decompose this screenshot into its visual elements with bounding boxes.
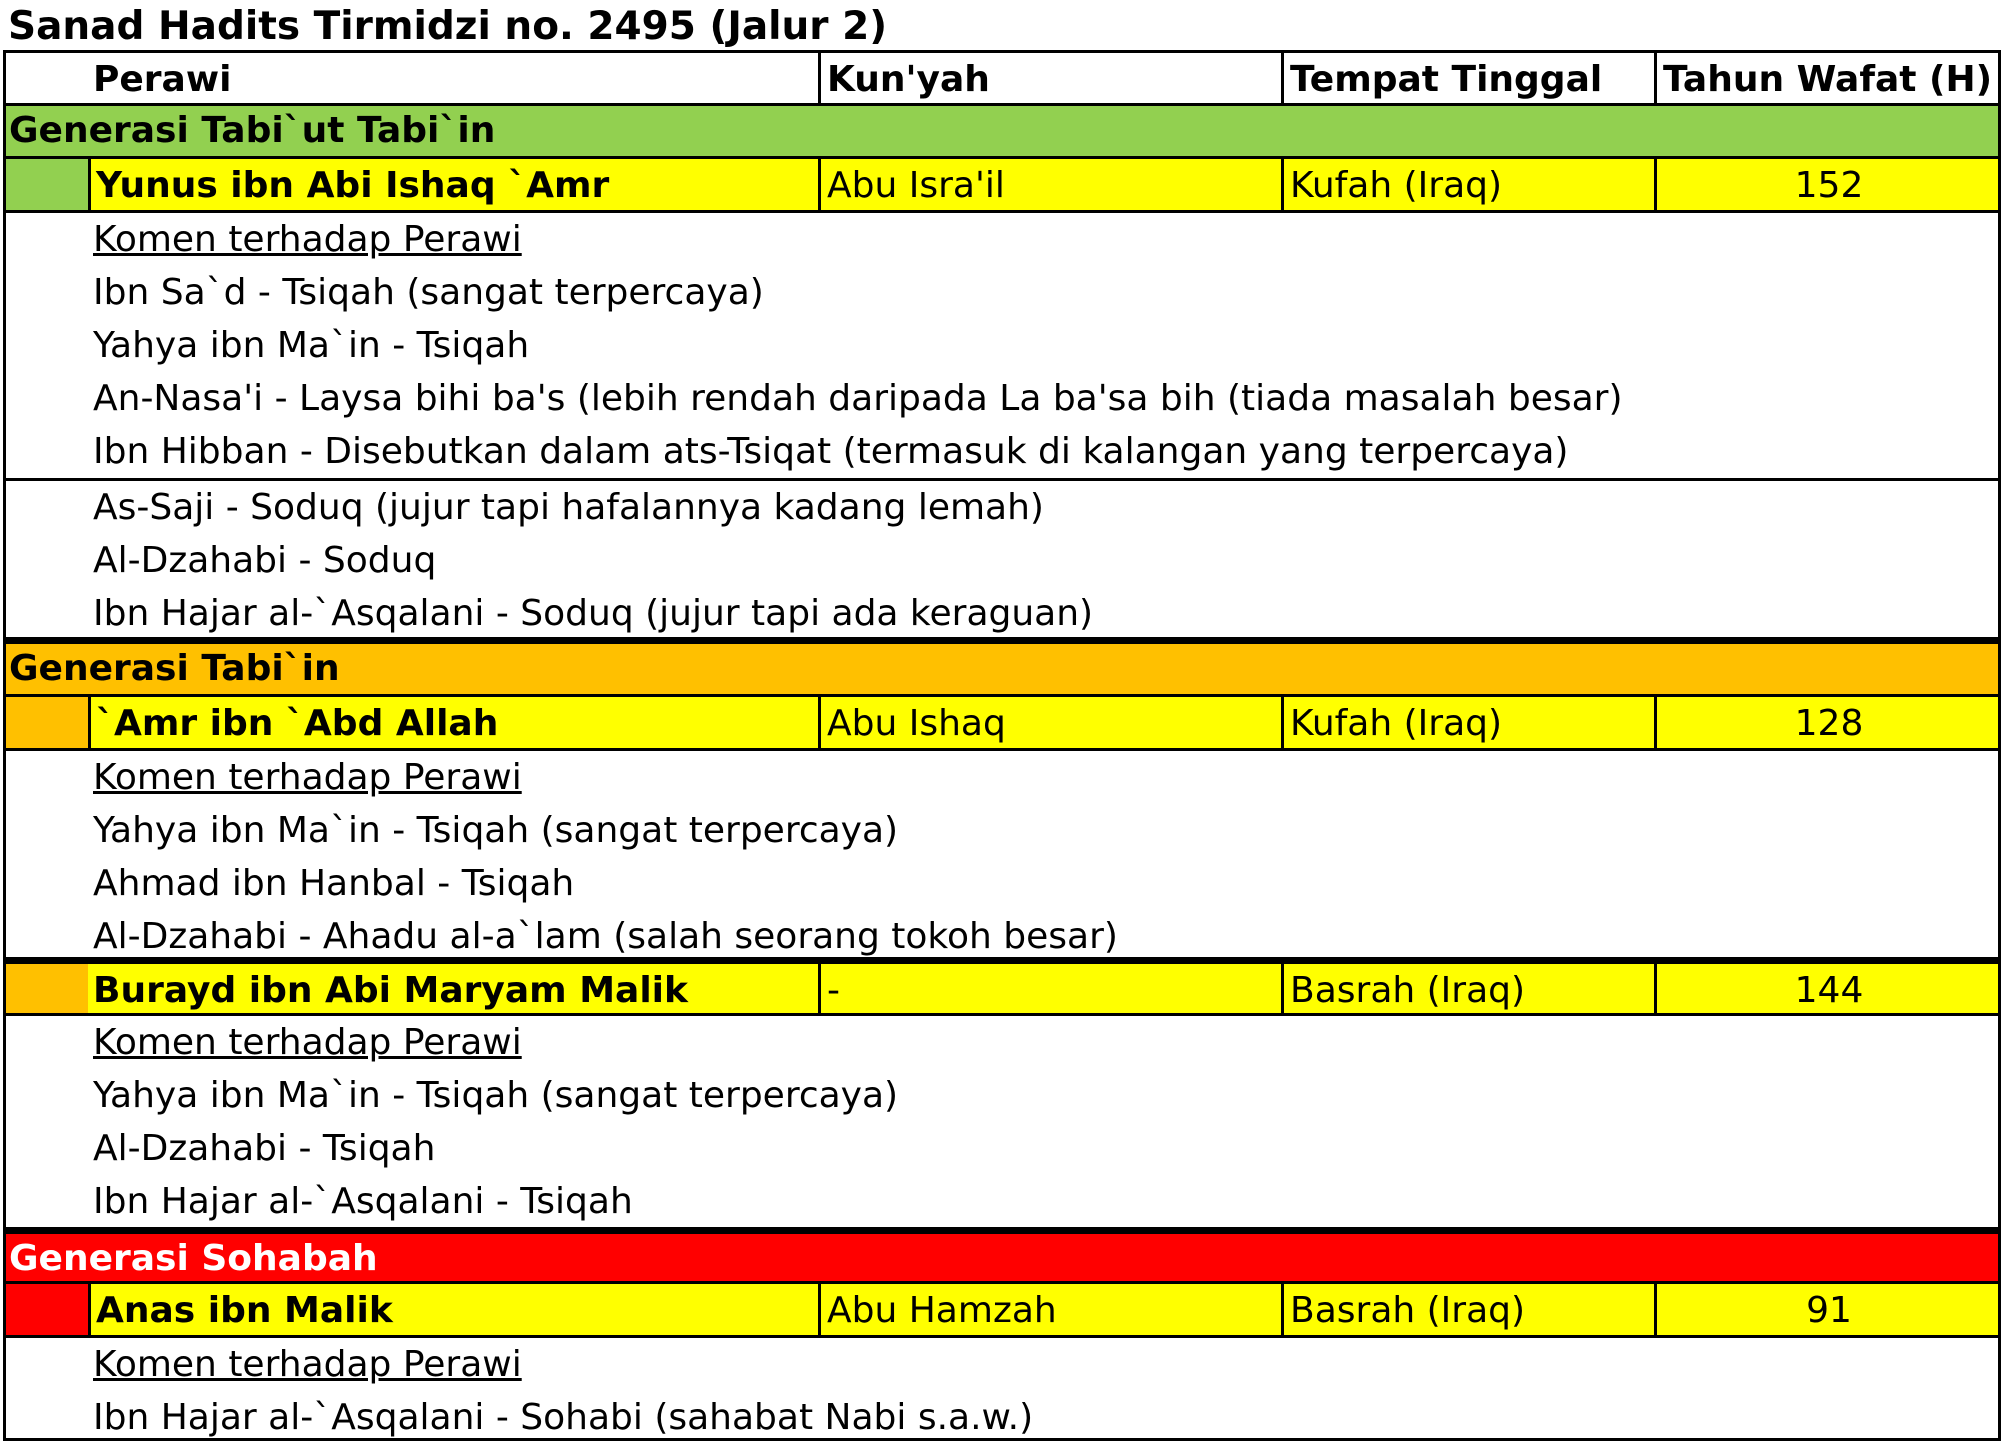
- narrator-kunyah[interactable]: -: [818, 964, 1281, 1013]
- narrator-tahun-wafat[interactable]: 152: [1654, 159, 2001, 210]
- narrator-name[interactable]: Anas ibn Malik: [88, 1284, 818, 1335]
- narrator-name[interactable]: Yunus ibn Abi Ishaq `Amr: [88, 159, 818, 210]
- comments-heading: Komen terhadap Perawi: [93, 757, 522, 798]
- generation-color-swatch: [3, 697, 88, 748]
- narrator-tempat-tinggal[interactable]: Basrah (Iraq): [1281, 964, 1654, 1013]
- generation-row-sohabah[interactable]: Generasi Sohabah: [3, 1234, 2001, 1284]
- narrator-tempat-tinggal[interactable]: Kufah (Iraq): [1281, 697, 1654, 748]
- comment-line: Ibn Sa`d - Tsiqah (sangat terpercaya): [93, 272, 764, 313]
- comments-block: [3, 213, 2001, 637]
- comments-heading: Komen terhadap Perawi: [93, 1344, 522, 1385]
- comment-line: An-Nasa'i - Laysa bihi ba's (lebih rendah daripada La ba'sa bih (tiada masalah besar): [93, 378, 1623, 419]
- section-divider: [3, 957, 2001, 964]
- comment-line: As-Saji - Soduq (jujur tapi hafalannya kadang lemah): [93, 487, 1044, 528]
- column-header-perawi[interactable]: Perawi: [93, 59, 232, 100]
- comment-line: Al-Dzahabi - Soduq: [93, 540, 437, 581]
- section-divider: [3, 1227, 2001, 1234]
- column-header-row: [3, 50, 2001, 106]
- narrator-tahun-wafat[interactable]: 144: [1654, 964, 2001, 1013]
- generation-color-swatch: [3, 159, 88, 210]
- narrator-tahun-wafat[interactable]: 91: [1654, 1284, 2001, 1335]
- narrator-row[interactable]: [3, 964, 2001, 1016]
- sheet-title: Sanad Hadits Tirmidzi no. 2495 (Jalur 2): [8, 4, 888, 49]
- comments-block: [3, 751, 2001, 957]
- narrator-row[interactable]: [3, 159, 2001, 213]
- comment-line: Ibn Hibban - Disebutkan dalam ats-Tsiqat (termasuk di kalangan yang terpercaya): [93, 431, 1569, 472]
- narrator-row[interactable]: [3, 697, 2001, 751]
- comment-line: Ibn Hajar al-`Asqalani - Sohabi (sahabat Nabi s.a.w.): [93, 1397, 1034, 1438]
- row-divider: [3, 478, 2001, 481]
- comments-heading: Komen terhadap Perawi: [93, 219, 522, 260]
- generation-row-tabiin[interactable]: Generasi Tabi`in: [3, 644, 2001, 697]
- comment-line: Yahya ibn Ma`in - Tsiqah: [93, 325, 530, 366]
- comment-line: Yahya ibn Ma`in - Tsiqah (sangat terpercaya): [93, 1075, 899, 1116]
- column-header-kunyah[interactable]: Kun'yah: [818, 53, 1281, 103]
- narrator-kunyah[interactable]: Abu Isra'il: [818, 159, 1281, 210]
- column-header-tahun-wafat[interactable]: Tahun Wafat (H): [1654, 53, 2001, 103]
- generation-row-tabiut-tabiin[interactable]: Generasi Tabi`ut Tabi`in: [3, 106, 2001, 159]
- narrator-row[interactable]: [3, 1284, 2001, 1338]
- comment-line: Ahmad ibn Hanbal - Tsiqah: [93, 863, 575, 904]
- comments-block: [3, 1338, 2001, 1441]
- narrator-name[interactable]: Burayd ibn Abi Maryam Malik: [93, 970, 688, 1011]
- section-divider: [3, 637, 2001, 644]
- comment-line: Ibn Hajar al-`Asqalani - Soduq (jujur tapi ada keraguan): [93, 593, 1094, 634]
- narrator-tahun-wafat[interactable]: 128: [1654, 697, 2001, 748]
- narrator-tempat-tinggal[interactable]: Kufah (Iraq): [1281, 159, 1654, 210]
- column-header-tempat-tinggal[interactable]: Tempat Tinggal: [1281, 53, 1654, 103]
- comment-line: Al-Dzahabi - Tsiqah: [93, 1128, 436, 1169]
- narrator-name[interactable]: `Amr ibn `Abd Allah: [88, 697, 818, 748]
- comment-line: Al-Dzahabi - Ahadu al-a`lam (salah seorang tokoh besar): [93, 916, 1118, 957]
- comment-line: Yahya ibn Ma`in - Tsiqah (sangat terpercaya): [93, 810, 899, 851]
- narrator-tempat-tinggal[interactable]: Basrah (Iraq): [1281, 1284, 1654, 1335]
- generation-color-swatch: [3, 964, 88, 1013]
- comments-block: [3, 1016, 2001, 1227]
- comments-heading: Komen terhadap Perawi: [93, 1022, 522, 1063]
- narrator-kunyah[interactable]: Abu Ishaq: [818, 697, 1281, 748]
- comment-line: Ibn Hajar al-`Asqalani - Tsiqah: [93, 1181, 633, 1222]
- generation-color-swatch: [3, 1284, 88, 1335]
- narrator-kunyah[interactable]: Abu Hamzah: [818, 1284, 1281, 1335]
